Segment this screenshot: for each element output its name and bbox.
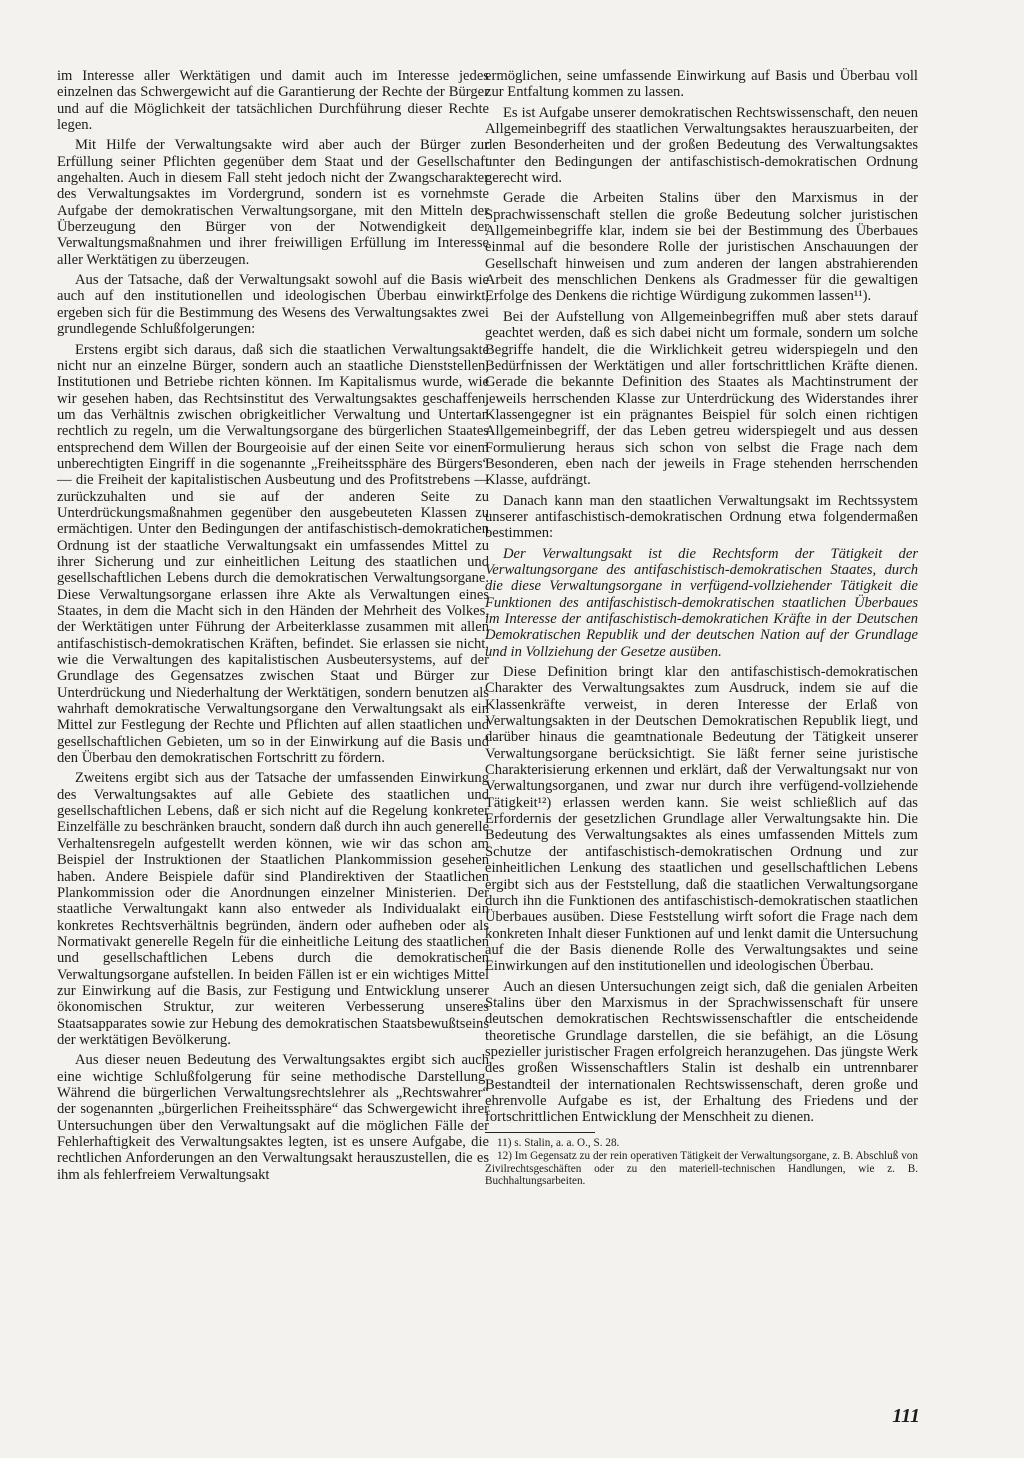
paragraph: im Interesse aller Werktätigen und damit auch im Interesse jedes einzelnen das Schwergewicht auf die Garantierung der Rechte der Bürger und auf die Möglichkeit der tatsächlichen Durchführung dieser Rechte legen. <box>57 68 489 134</box>
paragraph: Danach kann man den staatlichen Verwaltungsakt im Rechtssystem unserer antifaschistisch-demokratischen Ordnung etwa folgendermaßen bestimmen: <box>485 492 918 542</box>
footnote-divider <box>485 1132 595 1133</box>
paragraph: Mit Hilfe der Verwaltungsakte wird aber auch der Bürger zur Erfüllung seiner Pflichten gegenüber dem Staat und der Gesellschaft angehalten. Auch in diesem Fall steht jedoch nicht der Zwangscharakter des Verwaltungsaktes im Vordergrund, sondern ist es vornehmste Aufgabe der demokratischen Verwaltungsorgane, mit den Mitteln der Überzeugung den Bürger von der Notwendigkeit der Verwaltungsmaßnahmen und ihrer freiwilligen Erfüllung im Interesse aller Werktätigen zu überzeugen. <box>57 137 489 268</box>
paragraph: Gerade die Arbeiten Stalins über den Marxismus in der Sprachwissenschaft stellen die große Bedeutung solcher juristischen Allgemeinbegriffe klar, indem sie bei der Bestimmung des Überbaues einmal auf die besondere Rolle der juristischen Anschauungen der Gesellschaft hinweisen und zum anderen der langen abstrahierenden Arbeit des menschlichen Denkens als Gradmesser für die gewaltigen Erfolge des Denkens die richtige Würdigung zukommen lassen¹¹). <box>485 190 918 305</box>
left-column <box>57 68 489 1187</box>
paragraph: Aus der Tatsache, daß der Verwaltungsakt sowohl auf die Basis wie auch auf den institutionellen und ideologischen Überbau einwirkt, ergeben sich für die Bestimmung des Wesens des Verwaltungsaktes zwei grundlegende Schlußfolgerungen: <box>57 272 489 338</box>
paragraph: Diese Definition bringt klar den antifaschistisch-demokratischen Charakter des Verwaltungsaktes zum Ausdruck, indem sie auf die Klassenkräfte verweist, in deren Interesse der Erlaß von Verwaltungsakten in der Deutschen Demokratischen Republik liegt, und darüber hinaus die geamtnationale Bedeutung der Tätigkeit unserer Verwaltungsorgane berücksichtigt. Sie läßt ferner seine juristische Charakterisierung erkennen und erklärt, daß der Verwaltungsakt nur von Verwaltungsorganen, und zwar nur durch ihre verfügend-vollziehende Tätigkeit¹²) erlassen werden kann. Sie weist schließlich auf das Erfordernis der gesetzlichen Grundlage aller Verwaltungsakte hin. Die Bedeutung des Verwaltungsaktes als eines umfassenden Mittels zum Schutze der antifaschistisch-demokratischen Ordnung und zur einheitlichen Lenkung des staatlichen und gesellschaftlichen Lebens ergibt sich aus der Feststellung, daß die staatlichen Verwaltungsorgane durch ihn die Funktionen des antifaschistisch-demokratischen staatlichen Überbaues ausüben. Diese Feststellung wirft sofort die Frage nach dem konkreten Inhalt dieser Funktionen auf und lenkt damit die Untersuchung auf die der Basis dienende Rolle des Verwaltungsaktes und seine Einwirkungen auf den institutionellen und ideologischen Überbau. <box>485 664 918 975</box>
definition-paragraph: Der Verwaltungsakt ist die Rechtsform der Tätigkeit der Verwaltungsorgane des antifaschistisch-demokratischen Staates, durch die diese Verwaltungsorgane in verfügend-vollziehender Tätigkeit die Funktionen des antifaschistisch-demokratischen staatlichen Überbaues im Interesse der antifaschistisch-demokratichen Kräfte in der Deutschen Demokratischen Republik und der deutschen Nation auf der Grundlage und in Vollziehung der Gesetze ausüben. <box>485 545 918 660</box>
paragraph: Aus dieser neuen Bedeutung des Verwaltungsaktes ergibt sich auch eine wichtige Schlußfolgerung für seine methodische Darstellung. Während die bürgerlichen Verwaltungsrechtslehrer als „Rechtswahrer“ der sogenannten „bürgerlichen Freiheitssphäre“ das Schwergewicht ihrer Untersuchungen über den Verwaltungsakt auf die möglichen Fälle der Fehlerhaftigkeit des Verwaltungsaktes legten, ist es unsere Aufgabe, die rechtlichen Anforderungen an den Verwaltungsakt herauszustellen, die es ihm als fehlerfreiem Verwaltungsakt <box>57 1052 489 1183</box>
footnotes <box>485 1137 918 1188</box>
paragraph: Erstens ergibt sich daraus, daß sich die staatlichen Verwaltungsakte nicht nur an einzelne Bürger, sondern auch an staatliche Dienststellen, Institutionen und Betriebe richten können. Im Kapitalismus wurde, wie wir gesehen haben, das Rechtsinstitut des Verwaltungsaktes geschaffen, um das Verhältnis zwischen obrigkeitlicher Verwaltung und Untertan rechtlich zu regeln, um die Verwaltungsorgane des bürgerlichen Staates entsprechend dem Willen der Bourgeoisie auf der einen Seite vor einem unberechtigten Eingriff in die sogenannte „Freiheitssphäre des Bürgers“ — die Freiheit der kapitalistischen Ausbeutung und des Profitstrebens — zurückzuhalten und sie auf der anderen Seite zu Unterdrückungsmaßnahmen gegenüber den ausgebeuteten Klassen zu ermächtigen. Unter den Bedingungen der antifaschistisch-demokratichen Ordnung ist der staatliche Verwaltungsakt ein umfassendes Mittel zu ihrer Sicherung und zur einheitlichen Leitung des staatlichen und gesellschaftlichen Lebens durch die demokratischen Verwaltungsorgane. Diese Verwaltungsorgane erlassen ihre Akte als Verwaltungen eines Staates, in dem die Macht sich in den Händen der Mehrheit des Volkes, der Werktätigen unter Führung der Arbeiterklasse zusammen mit allen antifaschistisch-demokratischen Kräften, befindet. Sie erlassen sie nicht, wie die Verwaltungen des kapitalistischen Ausbeutersystems, auf der Grundlage des Gegensatzes zwischen Staat und Bürger zur Unterdrückung und Niederhaltung der Werktätigen, sondern benutzen als wahrhaft demokratische Verwaltungsorgane den Verwaltungsakt als ein Mittel zur Festlegung der Rechte und Pflichten auf allen staatlichen und gesellschaftlichen Gebieten, um so in der Einwirkung auf die Basis und den Überbau den demokratischen Fortschritt zu fördern. <box>57 341 489 767</box>
paragraph: Auch an diesen Untersuchungen zeigt sich, daß die genialen Arbeiten Stalins über den Marxismus in der Sprachwissenschaft für unsere deutschen demokratischen Rechtswissenschaftler die entscheidende theoretische Grundlage darstellen, die sie befähigt, an die Lösung spezieller juristischer Fragen erfolgreich heranzugehen. Das jüngste Werk des großen Wissenschaftlers Stalin ist deshalb ein untrennbarer Bestandteil der internationalen Rechtswissenschaft, deren große und ehrenvolle Aufgabe es ist, der Erhaltung des Friedens und der fortschrittlichen Entwicklung der Menschheit zu dienen. <box>485 978 918 1126</box>
paragraph: Es ist Aufgabe unserer demokratischen Rechtswissenschaft, den neuen Allgemeinbegriff des staatlichen Verwaltungsaktes herauszuarbeiten, der den Besonderheiten und der großen Bedeutung des Verwaltungsaktes unter den Bedingungen der antifaschistisch-demokratischen Ordnung gerecht wird. <box>485 104 918 187</box>
footnote: 11) s. Stalin, a. a. O., S. 28. <box>497 1136 620 1149</box>
paragraph: ermöglichen, seine umfassende Einwirkung auf Basis und Überbau voll zur Entfaltung kommen zu lassen. <box>485 68 918 101</box>
page-number: 111 <box>892 1405 920 1427</box>
right-column <box>485 68 918 1189</box>
paragraph: Bei der Aufstellung von Allgemeinbegriffen muß aber stets darauf geachtet werden, daß es sich dabei nicht um formale, sondern um solche Begriffe handelt, die die Wirklichkeit getreu widerspiegeln und den Bedürfnissen der Werktätigen und aller fortschrittlichen Kräfte dienen. Gerade die bekannte Definition des Staates als Machtinstrument der jeweils herrschenden Klasse zur Unterdrückung des Widerstandes ihrer Klassengegner ist ein prägnantes Beispiel für solch einen richtigen Allgemeinbegriff, der das Leben getreu widerspiegelt und aus dessen Formulierung heraus sich schon von selbst die Frage nach dem Besonderen, eben nach der jeweils in Frage stehenden herrschenden Klasse, aufdrängt. <box>485 308 918 489</box>
paragraph: Zweitens ergibt sich aus der Tatsache der umfassenden Einwirkung des Verwaltungsaktes auf alle Gebiete des staatlichen und gesellschaftlichen Lebens, daß er sich nicht auf die Regelung konkreter Einzelfälle zu beschränken braucht, sondern daß durch ihn auch generelle Verhaltensregeln aufgestellt werden können, wie wir das schon am Beispiel der Instruktionen der Staatlichen Plankommission gesehen haben. Andere Beispiele dafür sind Plandirektiven der Staatlichen Plankommission oder die Anordnungen einzelner Ministerien. Der staatliche Verwaltungakt kann also entweder als Individualakt ein konkretes Rechtsverhältnis begründen, ändern oder aufheben oder als Normativakt generelle Regeln für die einheitliche Leitung des staatlichen und gesellschaftlichen Lebens durch die demokratischen Verwaltungsorgane aufstellen. In beiden Fällen ist er ein wichtiges Mittel zur Einwirkung auf die Basis, zur Festigung und Entwicklung unserer ökonomischen Struktur, zur weiteren Verbesserung unseres Staatsapparates sowie zur Hebung des demokratischen Staatsbewußtseins der werktätigen Bevölkerung. <box>57 770 489 1048</box>
footnote: 12) Im Gegensatz zu der rein operativen Tätigkeit der Verwaltungsorgane, z. B. Abschluß von Zivilrechtsgeschäften oder zu den materiell-technischen Handlungen, wie z. B. Buchhaltungsarbeiten. <box>485 1150 918 1188</box>
